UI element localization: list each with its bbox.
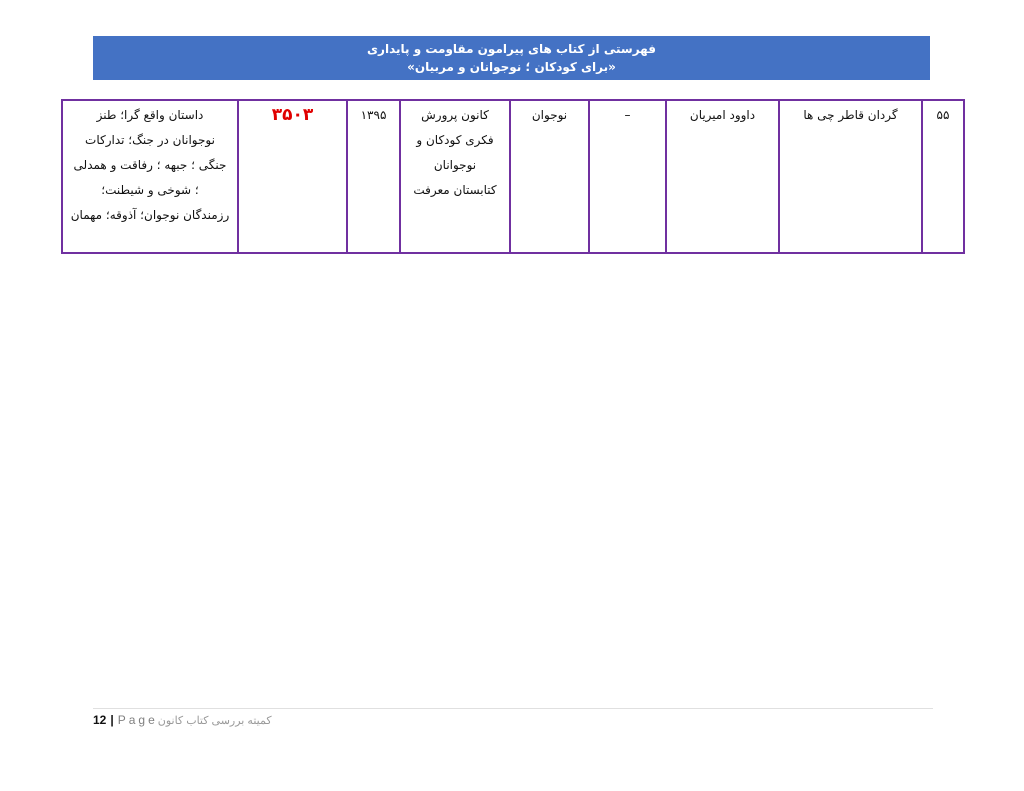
description-line: نوجوانان در جنگ؛ تدارکات (85, 133, 215, 147)
page-header-banner (93, 36, 930, 80)
footer-org-text: کمیته بررسی کتاب کانون (157, 714, 272, 727)
footer-divider (93, 708, 933, 709)
book-title-cell: گردان قاطر چی ها (779, 100, 922, 253)
description-cell (62, 100, 238, 253)
page-label: Page (117, 713, 158, 727)
publisher-line: نوجوانان (433, 158, 477, 172)
age-group-cell: نوجوان (510, 100, 589, 253)
header-title-line1: فهرستی از کتاب های پیرامون مقاومت و پایداری (367, 42, 656, 56)
translator-cell: – (589, 100, 666, 253)
publisher-line: کانون پرورش (421, 108, 489, 122)
page-number: 12 (93, 713, 107, 727)
row-number-cell: ۵۵ (922, 100, 964, 253)
code-cell (238, 100, 347, 253)
header-title-line2: «برای کودکان ؛ نوجوانان و مربیان» (407, 60, 616, 74)
book-code: ۳۵۰۳ (271, 105, 314, 125)
footer-separator: | (110, 713, 114, 727)
description-line: جنگی ؛ جبهه ؛ رفاقت و همدلی (73, 158, 227, 172)
publisher-line: فکری کودکان و (416, 133, 494, 147)
year-cell: ۱۳۹۵ (347, 100, 400, 253)
author-cell: داوود امیریان (666, 100, 779, 253)
description-line: داستان واقع گرا؛ طنز (96, 108, 204, 122)
publisher-line: کتابستان معرفت (413, 183, 497, 197)
description-line: رزمندگان نوجوان؛ آذوقه؛ مهمان (70, 208, 230, 222)
books-table (61, 99, 965, 254)
publisher-cell (400, 100, 510, 253)
page-footer (93, 711, 272, 729)
description-line: ؛ شوخی و شیطنت؛ (101, 183, 199, 197)
table-row (62, 100, 964, 253)
